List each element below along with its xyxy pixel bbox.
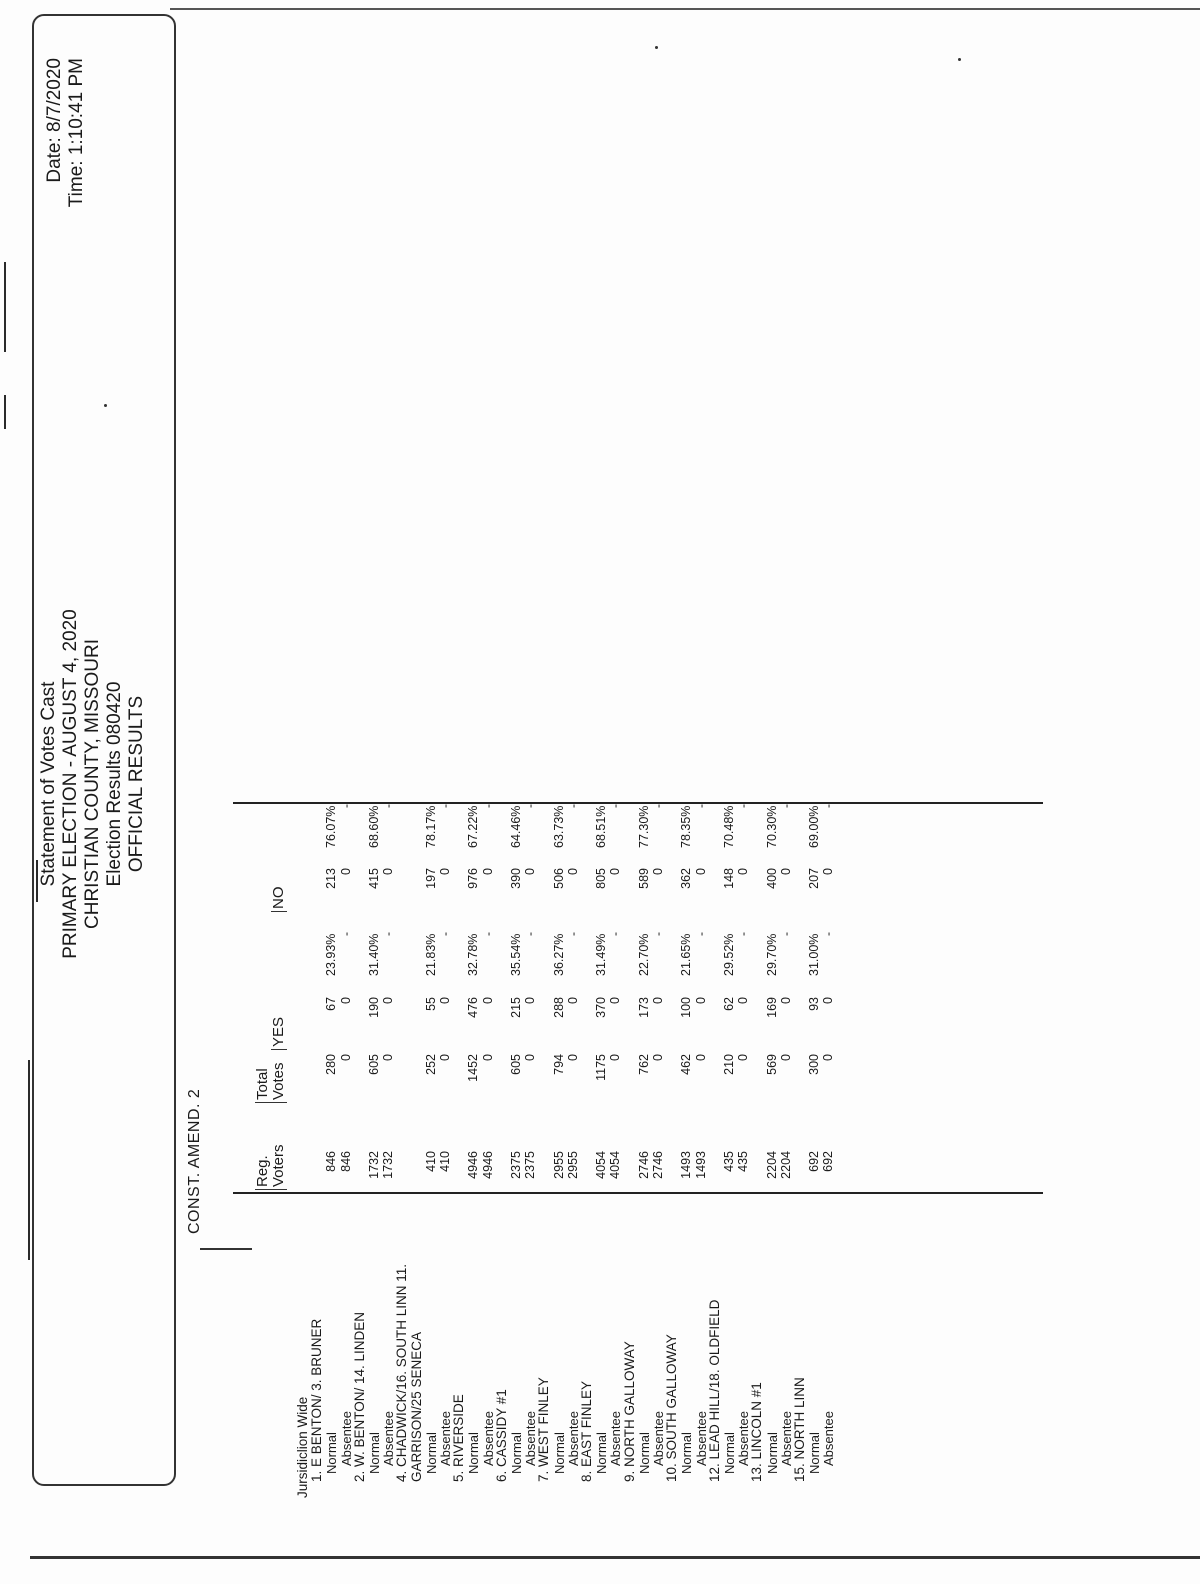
yes-votes-value: 173: [636, 997, 651, 1018]
precinct-name: 12. LEAD HILL/18. OLDFIELD: [706, 1299, 722, 1482]
no-percent-value: 67.22%: [466, 805, 481, 848]
no-percent-value: 63.73%: [551, 805, 566, 848]
total-votes-value: 0: [480, 1054, 495, 1061]
total-votes-value: 0: [565, 1054, 580, 1061]
yes-percent-value: 29.70%: [764, 933, 779, 976]
precinct-name: 6. CASSIDY #1: [493, 1389, 509, 1482]
col-header-line: Voters: [270, 1144, 287, 1187]
precinct-name: 2. W. BENTON/ 14. LINDEN: [351, 1311, 367, 1482]
no-votes-value: 506: [551, 868, 566, 889]
row-type-label: Absentee: [523, 1411, 539, 1466]
no-votes-value: 0: [693, 868, 708, 875]
no-percent-dash: -: [338, 804, 353, 808]
col-header-line: Reg.: [254, 1155, 271, 1187]
total-votes-value: 569: [764, 1054, 779, 1075]
yes-votes-value: 55: [423, 997, 438, 1011]
no-votes-value: 0: [651, 868, 665, 875]
yes-percent-value: 31.00%: [807, 933, 822, 976]
report-date: Date: 8/7/2020: [44, 58, 65, 183]
row-type-label: Absentee: [693, 1411, 709, 1466]
row-type-label: Normal: [679, 1432, 695, 1474]
col-yes-header: YES: [271, 1017, 287, 1050]
yes-votes-value: 190: [367, 997, 381, 1018]
yes-votes-value: 0: [778, 997, 793, 1004]
yes-votes-value: 169: [764, 997, 779, 1018]
row-type-label: Absentee: [778, 1411, 794, 1466]
yes-votes-value: 288: [551, 997, 566, 1018]
reg-voters-value: 1493: [679, 1151, 694, 1179]
yes-votes-value: 0: [821, 997, 836, 1004]
row-type-label: Normal: [509, 1432, 524, 1474]
row-type-label: Normal: [466, 1432, 482, 1474]
no-votes-value: 400: [764, 868, 779, 889]
reg-voters-value: 1493: [693, 1151, 708, 1179]
row-type-label: Normal: [722, 1432, 737, 1474]
row-type-label: Absentee: [480, 1411, 496, 1466]
total-votes-value: 0: [693, 1054, 708, 1061]
precinct-name: 15. NORTH LINN: [792, 1377, 807, 1482]
precinct-name: 4. CHADWICK/16. SOUTH LINN 11.: [394, 1263, 410, 1482]
no-percent-value: 68.51%: [594, 805, 609, 848]
report-title-line: CHRISTIAN COUNTY, MISSOURI: [82, 639, 103, 929]
jurisdiction-wide-label: Jursidiclion Wide: [295, 1396, 310, 1498]
total-votes-value: 280: [324, 1054, 339, 1075]
yes-percent-dash: -: [523, 932, 538, 936]
yes-percent-value: 22.70%: [636, 933, 651, 976]
reg-voters-value: 4946: [466, 1151, 481, 1179]
total-votes-value: 252: [423, 1054, 438, 1075]
report-title-line: Election Results 080420: [104, 681, 125, 887]
no-votes-value: 197: [423, 868, 438, 889]
no-votes-value: 213: [324, 868, 339, 889]
total-votes-value: 762: [636, 1054, 651, 1075]
yes-percent-value: 21.83%: [423, 933, 438, 976]
row-type-label: Normal: [764, 1432, 780, 1474]
yes-percent-value: 21.65%: [679, 933, 694, 976]
total-votes-value: 210: [722, 1054, 736, 1075]
yes-votes-value: 0: [438, 997, 452, 1004]
row-type-label: Normal: [423, 1432, 439, 1474]
total-votes-value: 0: [338, 1054, 353, 1061]
yes-percent-dash: -: [381, 932, 396, 936]
total-votes-value: 605: [367, 1054, 381, 1075]
no-votes-value: 0: [821, 868, 836, 875]
col-no-header: NO: [271, 887, 287, 913]
report-title-line: PRIMARY ELECTION - AUGUST 4, 2020: [60, 609, 81, 959]
report-datetime: [44, 58, 88, 207]
no-percent-dash: -: [523, 804, 538, 808]
yes-votes-value: 0: [693, 997, 708, 1004]
reg-voters-value: 1732: [367, 1151, 381, 1179]
col-header-line: Votes: [270, 1062, 287, 1100]
reg-voters-value: 2204: [764, 1151, 779, 1179]
total-votes-value: 300: [807, 1054, 822, 1075]
no-percent-dash: -: [651, 804, 665, 808]
no-votes-value: 0: [565, 868, 580, 875]
reg-voters-value: 2204: [778, 1151, 793, 1179]
no-percent-value: 78.35%: [679, 805, 694, 848]
no-votes-value: 362: [679, 868, 694, 889]
no-votes-value: 976: [466, 868, 481, 889]
yes-votes-value: 0: [736, 997, 751, 1004]
table-rule-bottom: [233, 802, 1043, 804]
no-percent-value: 70.30%: [764, 805, 779, 848]
yes-votes-value: 0: [608, 997, 623, 1004]
reg-voters-value: 410: [438, 1151, 452, 1172]
no-votes-value: 0: [736, 868, 751, 875]
yes-votes-value: 0: [651, 997, 665, 1004]
report-time: Time: 1:10:41 PM: [66, 58, 87, 208]
total-votes-value: 0: [381, 1054, 396, 1061]
no-percent-dash: -: [736, 804, 751, 808]
row-type-label: Normal: [367, 1432, 382, 1474]
no-votes-value: 415: [367, 868, 381, 889]
precinct-name: GARRISON/25 SENECA: [408, 1331, 424, 1482]
no-votes-value: 0: [608, 868, 623, 875]
no-percent-dash: -: [821, 804, 836, 808]
row-type-label: Normal: [636, 1432, 652, 1474]
yes-percent-value: 31.49%: [594, 933, 609, 976]
col-total-votes-header: [255, 1062, 287, 1103]
reg-voters-value: 4054: [594, 1151, 609, 1179]
yes-percent-dash: -: [565, 932, 580, 936]
total-votes-value: 1452: [466, 1054, 481, 1082]
no-percent-dash: -: [480, 804, 495, 808]
reg-voters-value: 2955: [565, 1151, 580, 1179]
row-type-label: Absentee: [821, 1411, 837, 1466]
col-reg-voters-header: [255, 1144, 287, 1190]
yes-votes-value: 0: [565, 997, 580, 1004]
reg-voters-value: 692: [821, 1151, 836, 1172]
reg-voters-value: 846: [324, 1151, 339, 1172]
no-votes-value: 0: [338, 868, 353, 875]
total-votes-value: 0: [438, 1054, 452, 1061]
yes-votes-value: 67: [324, 997, 339, 1011]
row-type-label: Absentee: [438, 1411, 453, 1466]
yes-percent-dash: -: [608, 932, 623, 936]
no-votes-value: 0: [480, 868, 495, 875]
reg-voters-value: 846: [338, 1151, 353, 1172]
precinct-name: 13. LINCOLN #1: [749, 1382, 765, 1482]
yes-votes-value: 0: [523, 997, 538, 1004]
report-title-line: Statement of Votes Cast: [38, 681, 59, 887]
reg-voters-value: 435: [722, 1151, 736, 1172]
precinct-name: 1. E BENTON/ 3. BRUNER: [309, 1318, 325, 1482]
no-votes-value: 805: [594, 868, 609, 889]
no-percent-dash: -: [438, 804, 452, 808]
no-percent-dash: -: [381, 804, 396, 808]
total-votes-value: 462: [679, 1054, 694, 1075]
total-votes-value: 0: [736, 1054, 751, 1061]
row-type-label: Normal: [551, 1432, 567, 1474]
no-votes-value: 0: [523, 868, 538, 875]
total-votes-value: 0: [821, 1054, 836, 1061]
yes-percent-value: 35.54%: [509, 933, 523, 976]
reg-voters-value: 2375: [523, 1151, 538, 1179]
yes-percent-dash: -: [778, 932, 793, 936]
reg-voters-value: 4054: [608, 1151, 623, 1179]
total-votes-value: 605: [509, 1054, 523, 1075]
yes-votes-value: 0: [338, 997, 353, 1004]
row-type-label: Absentee: [381, 1411, 397, 1466]
reg-voters-value: 692: [807, 1151, 822, 1172]
no-percent-value: 70.48%: [722, 805, 736, 848]
yes-percent-dash: -: [693, 932, 708, 936]
yes-percent-dash: -: [438, 932, 452, 936]
no-votes-value: 589: [636, 868, 651, 889]
row-type-label: Absentee: [651, 1411, 666, 1466]
total-votes-value: 0: [651, 1054, 665, 1061]
row-type-label: Normal: [324, 1432, 340, 1474]
total-votes-value: 0: [608, 1054, 623, 1061]
row-type-label: Absentee: [736, 1411, 752, 1466]
yes-percent-value: 36.27%: [551, 933, 566, 976]
yes-percent-dash: -: [480, 932, 495, 936]
no-percent-value: 78.17%: [423, 805, 438, 848]
reg-voters-value: 1732: [381, 1151, 396, 1179]
row-type-label: Absentee: [338, 1411, 354, 1466]
no-percent-value: 77.30%: [636, 805, 651, 848]
no-votes-value: 207: [807, 868, 822, 889]
no-votes-value: 390: [509, 868, 523, 889]
yes-votes-value: 0: [381, 997, 396, 1004]
row-type-label: Normal: [594, 1432, 610, 1474]
yes-percent-value: 29.52%: [722, 933, 736, 976]
total-votes-value: 0: [778, 1054, 793, 1061]
reg-voters-value: 4946: [480, 1151, 495, 1179]
no-percent-dash: -: [608, 804, 623, 808]
no-percent-value: 68.60%: [367, 805, 381, 848]
col-header-line: Total: [254, 1068, 271, 1100]
row-type-label: Absentee: [608, 1411, 624, 1466]
no-votes-value: 0: [438, 868, 452, 875]
yes-votes-value: 93: [807, 997, 822, 1011]
yes-votes-value: 476: [466, 997, 481, 1018]
no-percent-value: 69.00%: [807, 805, 822, 848]
no-percent-dash: -: [693, 804, 708, 808]
precinct-name: 5. RIVERSIDE: [451, 1394, 467, 1482]
total-votes-value: 1175: [594, 1054, 609, 1081]
no-percent-dash: -: [565, 804, 580, 808]
reg-voters-value: 2375: [509, 1151, 523, 1179]
reg-voters-value: 410: [423, 1151, 438, 1172]
rule-stub: [200, 1248, 252, 1250]
yes-percent-dash: -: [736, 932, 751, 936]
yes-votes-value: 215: [509, 997, 523, 1018]
no-votes-value: 0: [778, 868, 793, 875]
precinct-name: 7. WEST FINLEY: [536, 1377, 552, 1482]
no-percent-value: 76.07%: [324, 805, 339, 848]
yes-votes-value: 0: [480, 997, 495, 1004]
yes-percent-dash: -: [338, 932, 353, 936]
reg-voters-value: 2955: [551, 1151, 566, 1179]
no-votes-value: 148: [722, 868, 736, 889]
yes-percent-dash: -: [821, 932, 836, 936]
row-type-label: Normal: [807, 1432, 823, 1474]
no-votes-value: 0: [381, 868, 396, 875]
precinct-name: 8. EAST FINLEY: [579, 1380, 594, 1482]
no-percent-dash: -: [778, 804, 793, 808]
report-title-block: [38, 434, 148, 1134]
contest-title: CONST. AMEND. 2: [186, 1088, 203, 1234]
yes-votes-value: 100: [679, 997, 694, 1018]
yes-percent-value: 31.40%: [367, 933, 381, 976]
yes-percent-dash: -: [651, 932, 665, 936]
precinct-name: 9. NORTH GALLOWAY: [621, 1341, 637, 1482]
yes-percent-value: 32.78%: [466, 933, 481, 976]
total-votes-value: 794: [551, 1054, 566, 1075]
reg-voters-value: 435: [736, 1151, 751, 1172]
reg-voters-value: 2746: [651, 1151, 665, 1179]
total-votes-value: 0: [523, 1054, 538, 1061]
precinct-name: 10. SOUTH GALLOWAY: [664, 1334, 680, 1482]
yes-votes-value: 370: [594, 997, 609, 1018]
report-title-line: OFFICIAL RESULTS: [126, 695, 147, 873]
yes-votes-value: 62: [722, 997, 736, 1011]
no-percent-value: 64.46%: [509, 805, 523, 848]
reg-voters-value: 2746: [636, 1151, 651, 1179]
yes-percent-value: 23.93%: [324, 933, 339, 976]
row-type-label: Absentee: [565, 1411, 581, 1466]
